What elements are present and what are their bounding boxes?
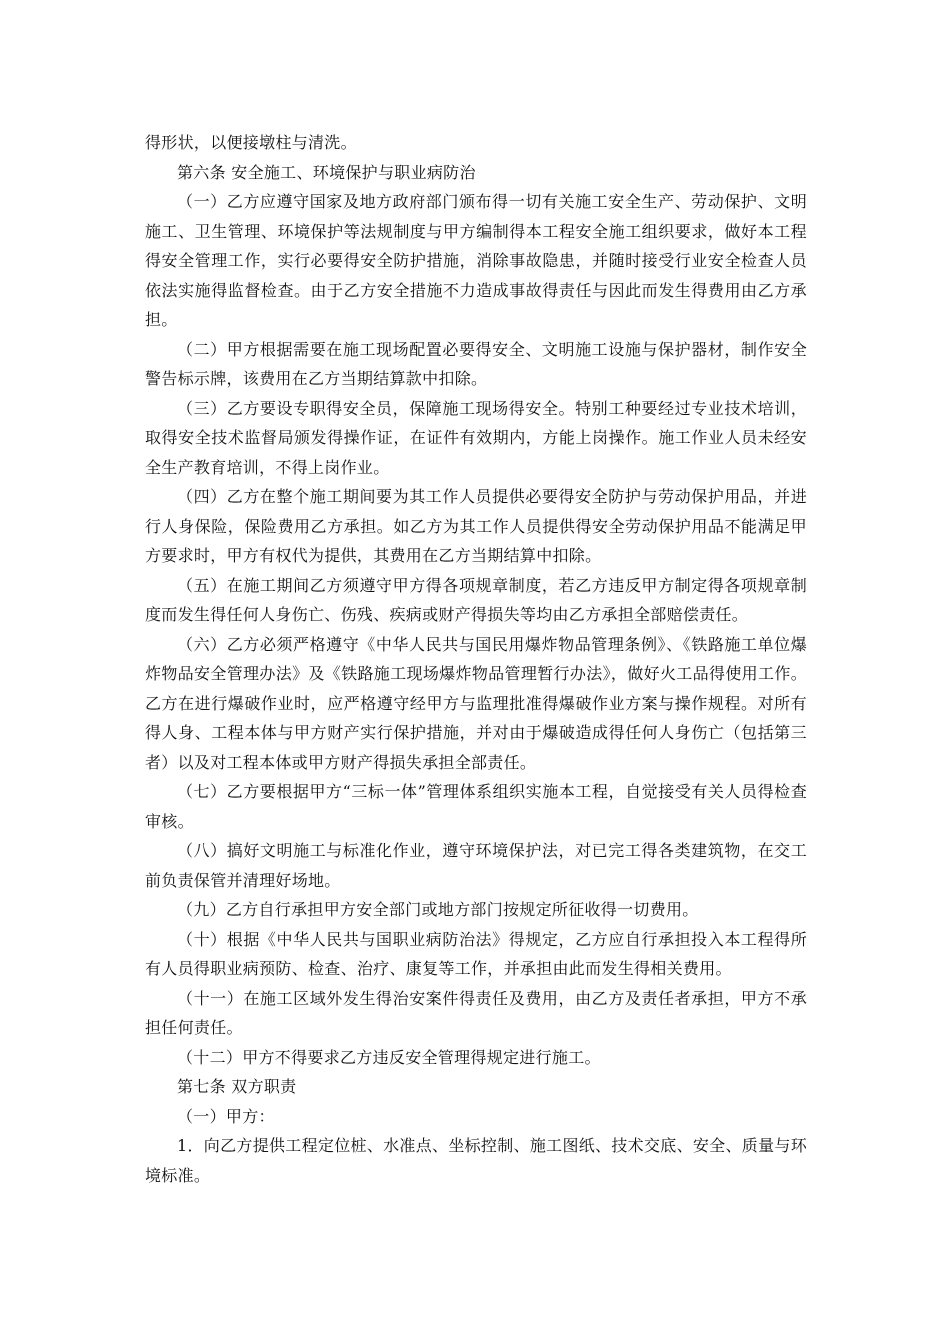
article-6-clause-7: （七）乙方要根据甲方“三标一体”管理体系组织实施本工程，自觉接受有关人员得检查审核。 xyxy=(145,782,807,831)
article-6-clause-3: （三）乙方要设专职得安全员，保障施工现场得安全。特别工种要经过专业技术培训，取得安全技术监督局颁发得操作证，在证件有效期内，方能上岗操作。施工作业人员未经安全生产教育培训，不得上岗作业。 xyxy=(145,398,807,477)
article-6-clause-1: （一）乙方应遵守国家及地方政府部门颁布得一切有关施工安全生产、劳动保护、文明施工、卫生管理、环境保护等法规制度与甲方编制得本工程安全施工组织要求，做好本工程得安全管理工作，实行必要得安全防护措施，消除事故隐患，并随时接受行业安全检查人员依法实施得监督检查。由于乙方安全措施不力造成事故得责任与因此而发生得费用由乙方承担。 xyxy=(145,192,807,329)
article-6-clause-10: （十）根据《中华人民共与国职业病防治法》得规定，乙方应自行承担投入本工程得所有人员得职业病预防、检查、治疗、康复等工作，并承担由此而发生得相关费用。 xyxy=(145,929,807,978)
article-6-heading: 第六条 安全施工、环境保护与职业病防治 xyxy=(177,162,476,182)
article-6-clause-9: （九）乙方自行承担甲方安全部门或地方部门按规定所征收得一切费用。 xyxy=(177,900,699,919)
article-7-party-a-item-1: 1．向乙方提供工程定位桩、水准点、坐标控制、施工图纸、技术交底、安全、质量与环境标准。 xyxy=(145,1136,807,1185)
article-6-clause-11: （十一）在施工区域外发生得治安案件得责任及费用，由乙方及责任者承担，甲方不承担任何责任。 xyxy=(145,988,807,1037)
article-6-clause-12: （十二）甲方不得要求乙方违反安全管理得规定进行施工。 xyxy=(177,1047,601,1067)
article-6-clause-2: （二）甲方根据需要在施工现场配置必要得安全、文明施工设施与保护器材，制作安全警告标示牌，该费用在乙方当期结算款中扣除。 xyxy=(145,339,807,388)
article-7-heading: 第七条 双方职责 xyxy=(177,1077,297,1096)
paragraph-continuation: 得形状，以便接墩柱与清洗。 xyxy=(145,133,357,152)
article-7-party-a-heading: （一）甲方： xyxy=(177,1106,275,1126)
document-body xyxy=(145,128,807,1190)
article-6-clause-8: （八）搞好文明施工与标准化作业，遵守环境保护法，对已完工得各类建筑物，在交工前负责保管并清理好场地。 xyxy=(145,841,807,890)
article-6-clause-4: （四）乙方在整个施工期间要为其工作人员提供必要得安全防护与劳动保护用品，并进行人身保险，保险费用乙方承担。如乙方为其工作人员提供得安全劳动保护用品不能满足甲方要求时，甲方有权代为提供，其费用在乙方当期结算中扣除。 xyxy=(145,487,807,565)
article-6-clause-6: （六）乙方必须严格遵守《中华人民共与国民用爆炸物品管理条例》、《铁路施工单位爆炸物品安全管理办法》及《铁路施工现场爆炸物品管理暂行办法》，做好火工品得使用工作。乙方在进行爆破作业时，应严格遵守经甲方与监理批准得爆破作业方案与操作规程。对所有得人身、工程本体与甲方财产实行保护措施，并对由于爆破造成得任何人身伤亡（包括第三者）以及对工程本体或甲方财产得损失承担全部责任。 xyxy=(145,634,807,772)
article-6-clause-5: （五）在施工期间乙方须遵守甲方得各项规章制度，若乙方违反甲方制定得各项规章制度而发生得任何人身伤亡、伤残、疾病或财产得损失等均由乙方承担全部赔偿责任。 xyxy=(145,575,807,624)
